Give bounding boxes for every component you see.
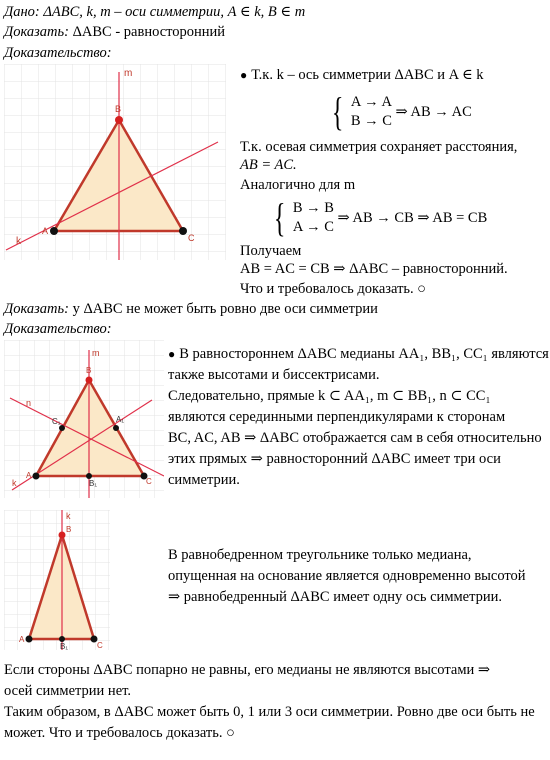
prove2-text: у ΔABC не может быть ровно две оси симметрии	[72, 301, 378, 317]
label-b: B	[66, 525, 72, 534]
proof1-block	[240, 66, 545, 298]
label-k: k	[16, 236, 21, 247]
label-a1: A₁	[116, 415, 125, 424]
label-c: C	[188, 233, 195, 243]
label-b1: B₁	[60, 642, 69, 650]
label-a: A	[42, 226, 49, 236]
brace-icon: {	[331, 89, 344, 134]
proof2-line: этих прямых ⇒ равносторонний ΔABC имеет три оси	[168, 451, 501, 467]
given-text: ΔABC, k, m – оси симметрии, A ∈ k, B ∈ m	[43, 4, 306, 20]
proof2-line: являются серединными перпендикулярами к сторонам	[168, 409, 506, 425]
prove1-label: Доказать:	[4, 24, 69, 40]
proof2-line: ● В равностороннем ΔABC медианы AA₁, BB₁, CC₁ являются	[168, 344, 546, 365]
point-a	[26, 636, 33, 643]
proof1-line4: Аналогично для m	[240, 177, 356, 193]
sys1-row1: A → A	[350, 94, 392, 110]
proof3-block	[168, 545, 546, 608]
point-a	[33, 473, 40, 480]
label-m: m	[92, 348, 100, 358]
brace-icon: {	[273, 195, 286, 240]
point-c	[179, 227, 187, 235]
point-a1	[113, 425, 119, 431]
label-c1: C₁	[52, 417, 61, 426]
final-line: может. Что и требовалось доказать. ○	[4, 725, 235, 741]
sys1-result: ⇒ AB → AC	[395, 104, 472, 120]
proof2-line: BC, AC, AB ⇒ ΔABC отображается сам в себя относительно	[168, 430, 542, 446]
proof2-block	[168, 344, 549, 491]
label-c: C	[97, 641, 103, 650]
figure-2-equilateral	[4, 340, 164, 498]
proof1-line3: AB = AC.	[240, 157, 297, 173]
label-b: B	[115, 104, 122, 114]
given-label: Дано:	[4, 4, 40, 20]
label-a: A	[19, 635, 25, 644]
point-b	[59, 532, 66, 539]
figure-1-triangle	[4, 64, 226, 260]
system-1-rows	[351, 93, 392, 131]
point-a	[50, 227, 58, 235]
sys2-row1: B → B	[292, 200, 334, 216]
proof1-line6: AB = AC = CB ⇒ ΔABC – равносторонний.	[240, 261, 508, 277]
proof1-label: Доказательство:	[4, 45, 112, 61]
label-b1: B₁	[89, 479, 98, 488]
point-b	[86, 377, 93, 384]
prove1-text: ΔABC - равносторонний	[72, 24, 226, 40]
label-k: k	[12, 478, 17, 488]
system-1	[328, 89, 545, 134]
system-2	[270, 195, 545, 240]
proof3-line: В равнобедренном треугольнике только медиана,	[168, 547, 472, 563]
label-m: m	[124, 68, 133, 79]
proof3-line: ⇒ равнобедренный ΔABC имеет одну ось симметрии.	[168, 589, 503, 605]
label-a: A	[26, 471, 32, 480]
prove2-label: Доказать:	[4, 301, 69, 317]
final-line: Таким образом, в ΔABC может быть 0, 1 или 3 оси симметрии. Ровно две оси быть не	[4, 704, 535, 720]
label-n: n	[26, 398, 32, 408]
proof1-line7: Что и требовалось доказать. ○	[240, 281, 427, 297]
prove1-line	[4, 24, 225, 41]
label-k: k	[66, 511, 71, 521]
proof2-label: Доказательство:	[4, 321, 112, 337]
label-c: C	[146, 477, 152, 486]
proof1-line1: ● Т.к. k – ось симметрии ΔABC и A ∈ k	[240, 66, 545, 84]
proof2-line: симметрии.	[168, 472, 240, 488]
proof3-line: опущенная на основание является одновременно высотой	[168, 568, 526, 584]
final-line: Если стороны ΔABC попарно не равны, его медианы не являются высотами ⇒	[4, 662, 491, 678]
proof2-line: Следовательно, прямые k ⊂ AA₁, m ⊂ BB₁, n ⊂ CC₁	[168, 388, 491, 404]
sys2-result: ⇒ AB → CB ⇒ AB = CB	[337, 210, 488, 226]
prove2-line	[4, 301, 378, 318]
sys1-row2: B → C	[350, 113, 392, 129]
system-2-rows	[293, 199, 334, 237]
proof1-line5: Получаем	[240, 243, 302, 259]
proof2-line: также высотами и биссектрисами.	[168, 367, 380, 383]
given-line	[4, 4, 305, 21]
point-b	[115, 116, 123, 124]
proof1-line2: Т.к. осевая симметрия сохраняет расстояния,	[240, 139, 518, 155]
final-block	[4, 660, 544, 744]
sys2-row2: A → C	[292, 219, 334, 235]
label-b: B	[86, 366, 92, 375]
final-line: осей симметрии нет.	[4, 683, 132, 699]
figure-3-isosceles	[4, 510, 110, 650]
